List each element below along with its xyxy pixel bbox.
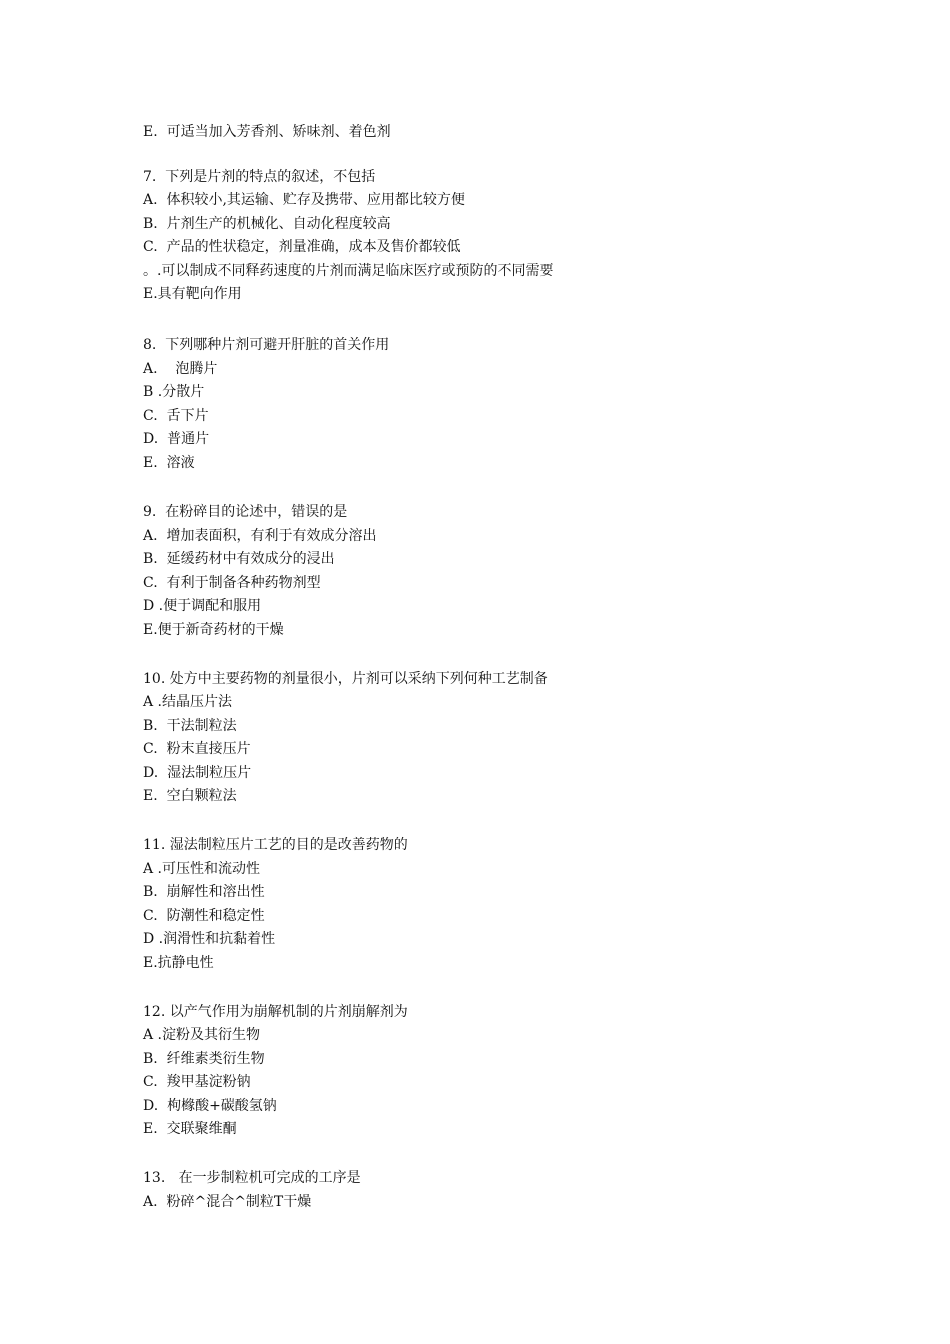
option-line: E.便于新奇药材的干燥 xyxy=(143,622,284,638)
option-line: A. 泡腾片 xyxy=(143,361,218,377)
option-line: C. 产品的性状稳定，剂量准确，成本及售价都较低 xyxy=(143,239,461,255)
option-line: A. 粉碎^混合^制粒T干燥 xyxy=(143,1194,312,1210)
option-line: B. 纤维素类衍生物 xyxy=(143,1051,265,1067)
option-line: A .淀粉及其衍生物 xyxy=(143,1027,261,1043)
option-line: C. 羧甲基淀粉钠 xyxy=(143,1074,251,1090)
option-line: D. 枸橼酸+碳酸氢钠 xyxy=(143,1098,277,1114)
option-line: B. 片剂生产的机械化、自动化程度较高 xyxy=(143,216,391,232)
option-line: A .结晶压片法 xyxy=(143,694,233,710)
question-line: 10. 处方中主要药物的剂量很小，片剂可以采纳下列何种工艺制备 xyxy=(143,671,548,687)
question-line: 9. 在粉碎目的论述中，错误的是 xyxy=(143,504,348,520)
question-line: 8. 下列哪种片剂可避开肝脏的首关作用 xyxy=(143,337,390,353)
option-line: E. 可适当加入芳香剂、矫味剂、着色剂 xyxy=(143,124,391,140)
option-line: E.抗静电性 xyxy=(143,955,214,971)
option-line: B. 延缓药材中有效成分的浸出 xyxy=(143,551,335,567)
option-line: B. 干法制粒法 xyxy=(143,718,237,734)
question-line: 12. 以产气作用为崩解机制的片剂崩解剂为 xyxy=(143,1004,408,1020)
option-line: D .便于调配和服用 xyxy=(143,598,262,614)
question-line: 7. 下列是片剂的特点的叙述，不包括 xyxy=(143,169,376,185)
option-line: A .可压性和流动性 xyxy=(143,861,261,877)
option-line: A. 增加表面积，有利于有效成分溶出 xyxy=(143,528,377,544)
option-line: C. 舌下片 xyxy=(143,408,209,424)
option-line: D. 普通片 xyxy=(143,431,210,447)
option-line: E. 溶液 xyxy=(143,455,195,471)
option-line: 。.可以制成不同释药速度的片剂而满足临床医疗或预防的不同需要 xyxy=(143,263,554,279)
option-line: C. 防潮性和稳定性 xyxy=(143,908,265,924)
question-line: 11. 湿法制粒压片工艺的目的是改善药物的 xyxy=(143,837,408,853)
option-line: A. 体积较小,其运输、贮存及携带、应用都比较方便 xyxy=(143,192,465,208)
option-line: D. 湿法制粒压片 xyxy=(143,765,252,781)
option-line: E.具有靶向作用 xyxy=(143,286,242,302)
option-line: C. 有利于制备各种药物剂型 xyxy=(143,575,321,591)
option-line: C. 粉末直接压片 xyxy=(143,741,251,757)
option-line: D .润滑性和抗黏着性 xyxy=(143,931,276,947)
option-line: E. 交联聚维酮 xyxy=(143,1121,237,1137)
question-line: 13. 在一步制粒机可完成的工序是 xyxy=(143,1170,361,1186)
option-line: E. 空白颗粒法 xyxy=(143,788,237,804)
option-line: B .分散片 xyxy=(143,384,205,400)
option-line: B. 崩解性和溶出性 xyxy=(143,884,265,900)
